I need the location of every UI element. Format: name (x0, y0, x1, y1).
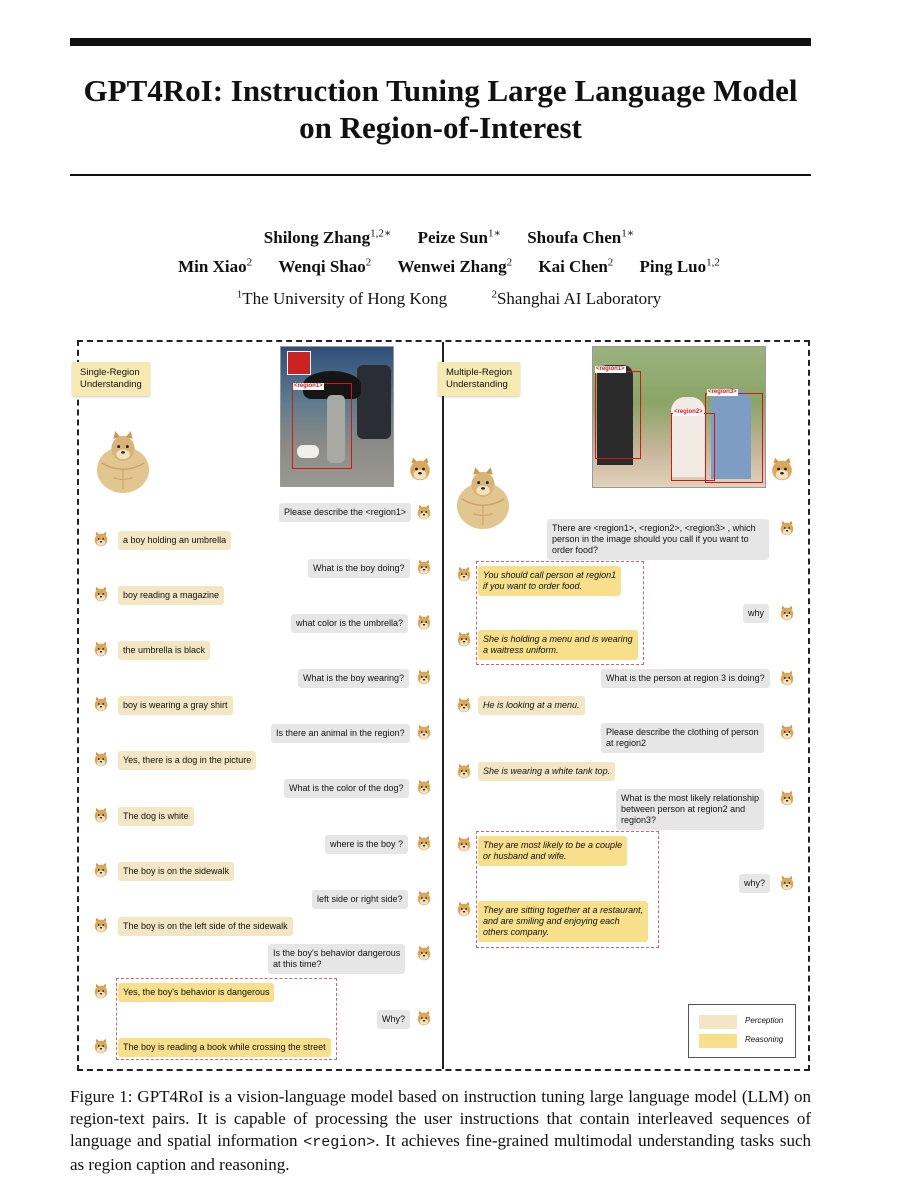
region-box (292, 383, 352, 469)
doge-icon (92, 806, 110, 824)
legend-swatch (699, 1015, 737, 1029)
caption-code: <region> (303, 1134, 376, 1151)
legend-swatch (699, 1034, 737, 1048)
user-message: Is there an animal in the region? (271, 724, 410, 743)
perception-answer: The boy is on the left side of the sidewalk (118, 917, 293, 936)
single-region-tag: Single-Region Understanding (72, 362, 150, 396)
doge-icon (778, 604, 796, 622)
affiliations (0, 288, 898, 309)
doge-icon (415, 668, 433, 686)
author: Ping Luo$^{1,2}$ (639, 256, 720, 276)
multi-region-tag: Multiple-Region Understanding (438, 362, 520, 396)
reasoning-answer: She is holding a menu and is wearing a waitress uniform. (478, 630, 638, 660)
doge-icon (455, 762, 473, 780)
doge-icon (415, 778, 433, 796)
region-label: <region1> (294, 383, 323, 389)
doge-icon (415, 723, 433, 741)
author: Min Xiao$^2$ (178, 256, 253, 276)
doge-icon (455, 565, 473, 583)
region-label: <region3> (708, 389, 737, 395)
doge-icon (778, 874, 796, 892)
user-message: What is the color of the dog? (284, 779, 409, 798)
street-photo (280, 346, 394, 487)
figure-caption (70, 1086, 811, 1176)
region-label: <region1> (596, 366, 625, 372)
title-line-1: GPT4RoI: Instruction Tuning Large Language Model (83, 73, 798, 108)
perception-answer: The dog is white (118, 807, 194, 826)
doge-icon (92, 861, 110, 879)
perception-answer: boy is wearing a gray shirt (118, 696, 233, 715)
paper-title (40, 72, 841, 146)
title-line-2: on Region-of-Interest (299, 110, 582, 145)
car-shape (357, 365, 391, 439)
doge-icon (92, 530, 110, 548)
doge-icon (415, 1009, 433, 1027)
doge-icon (415, 834, 433, 852)
doge-icon (415, 558, 433, 576)
doge-icon (778, 519, 796, 537)
buff-doge-icon (454, 464, 512, 534)
author: Kai Chen$^2$ (538, 256, 614, 276)
author: Shilong Zhang$^{1,2∗}$ (263, 227, 392, 247)
buff-doge-icon (94, 428, 152, 498)
caption-text: Figure 1: GPT4RoI is a vision-language model based on instruction tuning large language model (LLM) on region-text pairs. It is capable of processing the user instructions that contain interleaved sequences of language and spatial information (70, 1087, 811, 1150)
restaurant-photo (592, 346, 766, 488)
perception-answer: She is wearing a white tank top. (478, 762, 615, 781)
user-message: why? (739, 874, 770, 893)
perception-answer: He is looking at a menu. (478, 696, 585, 715)
user-message: left side or right side? (312, 890, 408, 909)
user-message: There are <region1>, <region2>, <region3> , which person in the image should you call if you want to order food? (547, 519, 769, 560)
user-message: Why? (377, 1010, 410, 1029)
doge-icon (778, 723, 796, 741)
caption-text: . It achieves fine-grained multimodal understanding tasks such as region caption and reasoning. (70, 1131, 811, 1174)
reasoning-answer: Yes, the boy's behavior is dangerous (118, 983, 274, 1002)
legend-label: Perception (745, 1016, 784, 1025)
region-box (705, 393, 763, 483)
doge-icon (415, 503, 433, 521)
author: Peize Sun$^{1∗}$ (417, 227, 501, 247)
reasoning-answer: They are sitting together at a restaurant, and are smiling and enjoying each others company. (478, 901, 648, 942)
user-message: Please describe the <region1> (279, 503, 411, 522)
doge-icon (778, 669, 796, 687)
reasoning-answer: You should call person at region1 if you want to order food. (478, 566, 621, 596)
doge-icon (92, 585, 110, 603)
author: Wenqi Shao$^2$ (278, 256, 372, 276)
doge-icon (768, 452, 796, 486)
perception-answer: a boy holding an umbrella (118, 531, 231, 550)
user-message: Please describe the clothing of person at region2 (601, 723, 764, 753)
doge-icon (406, 452, 434, 486)
author-row-2 (0, 256, 898, 277)
region-box (595, 371, 641, 459)
reasoning-answer: They are most likely to be a couple or husband and wife. (478, 836, 627, 866)
reasoning-answer: The boy is reading a book while crossing the street (118, 1038, 331, 1057)
region-label: <region2> (674, 409, 703, 415)
perception-answer: The boy is on the sidewalk (118, 862, 234, 881)
perception-answer: Yes, there is a dog in the picture (118, 751, 256, 770)
doge-icon (92, 1037, 110, 1055)
doge-icon (92, 750, 110, 768)
figure-divider (442, 342, 444, 1069)
affiliation: $^2$Shanghai AI Laboratory (491, 288, 662, 308)
doge-icon (92, 916, 110, 934)
title-rule (70, 174, 811, 176)
legend-label: Reasoning (745, 1035, 784, 1044)
doge-icon (455, 835, 473, 853)
user-message: what color is the umbrella? (291, 614, 408, 633)
author: Shoufa Chen$^{1∗}$ (527, 227, 635, 247)
user-message: What is the person at region 3 is doing? (601, 669, 770, 688)
doge-icon (92, 640, 110, 658)
user-message: Is the boy's behavior dangerous at this time? (268, 944, 405, 974)
author: Wenwei Zhang$^2$ (397, 256, 513, 276)
user-message: why (743, 604, 769, 623)
doge-icon (92, 695, 110, 713)
perception-answer: boy reading a magazine (118, 586, 224, 605)
perception-answer: the umbrella is black (118, 641, 210, 660)
top-rule (70, 38, 811, 46)
doge-icon (415, 889, 433, 907)
user-message: where is the boy ? (325, 835, 408, 854)
author-row-1 (0, 226, 898, 248)
doge-icon (455, 630, 473, 648)
doge-icon (415, 944, 433, 962)
legend (688, 1004, 796, 1058)
affiliation: $^1$The University of Hong Kong (236, 288, 448, 308)
user-message: What is the boy doing? (308, 559, 410, 578)
doge-icon (415, 613, 433, 631)
sign-shape (287, 351, 311, 375)
doge-icon (455, 696, 473, 714)
doge-icon (92, 982, 110, 1000)
doge-icon (455, 900, 473, 918)
user-message: What is the boy wearing? (298, 669, 409, 688)
user-message: What is the most likely relationship between person at region2 and region3? (616, 789, 764, 830)
doge-icon (778, 789, 796, 807)
